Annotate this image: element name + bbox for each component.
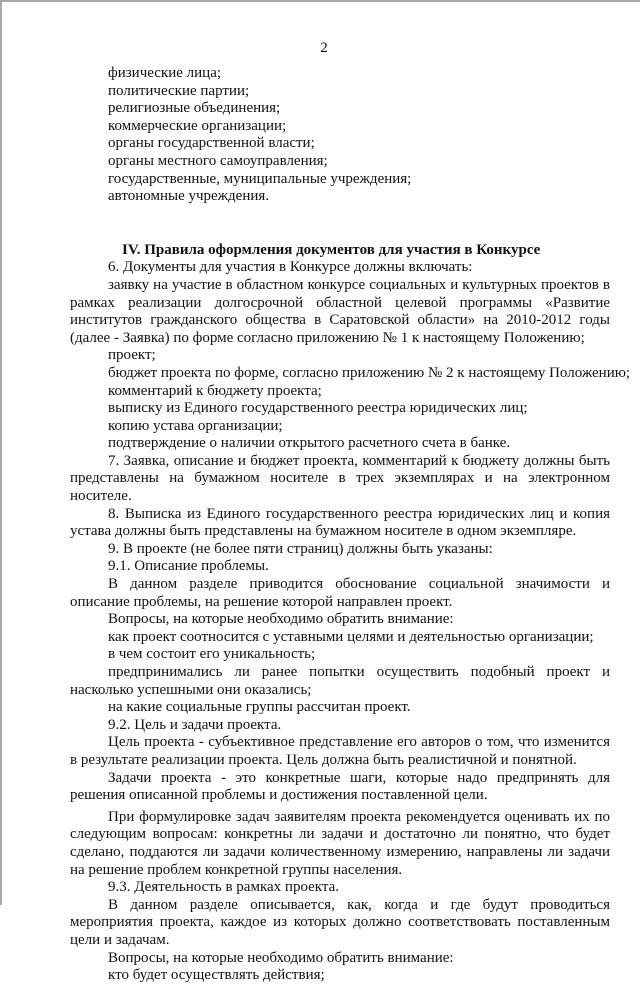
subsection-9-2-recommend: При формулировке задач заявителям проекта рекомендуется оценивать их по следующим вопросам: конкретны ли задачи и достаточно ли понятно, что будет сделано, поддаются ли задачи количественному измерению, направлены ли задачи на решение проблем конкретной группы населения.	[70, 808, 610, 878]
paragraph-7: 7. Заявка, описание и бюджет проекта, комментарий к бюджету должны быть представлены на бумажном носителе в трех экземплярах и на электронном носителе.	[70, 452, 610, 505]
paragraph-6-application: заявку на участие в областном конкурсе социальных и культурных проектов в рамках реализации долгосрочной областной целевой программы «Развитие институтов гражданского общества в Саратовской области» на 2010-2012 годы (далее - Заявка) по форме согласно приложению № 1 к настоящему Положению;	[70, 276, 610, 346]
subsection-9-1-title: 9.1. Описание проблемы.	[108, 558, 269, 575]
document-item: копию устава организации;	[108, 417, 283, 434]
paragraph-6: 6. Документы для участия в Конкурсе должны включать:	[108, 259, 473, 276]
subsection-9-3-text: В данном разделе описывается, как, когда и где будут проводиться мероприятия проекта, каждое из которых должно соответствовать поставленным цели и задачам.	[70, 896, 610, 948]
question-item: предпринимались ли ранее попытки осуществить подобный проект и насколько успешными они оказались;	[70, 664, 610, 698]
section-heading: IV. Правила оформления документов для участия в Конкурсе	[122, 241, 541, 258]
questions-label: Вопросы, на которые необходимо обратить внимание:	[108, 611, 454, 628]
list-item: коммерческие организации;	[108, 117, 287, 134]
paragraph-9: 9. В проекте (не более пяти страниц) должны быть указаны:	[108, 540, 493, 557]
document-body	[70, 65, 631, 985]
question-item: кто будет осуществлять действия;	[108, 967, 325, 984]
subsection-9-2-tasks: Задачи проекта - это конкретные шаги, которые надо предпринять для решения описанной проблемы и достижения поставленной цели.	[70, 769, 610, 804]
subsection-9-1-text: В данном разделе приводится обоснование социальной значимости и описание проблемы, на решение которой направлен проект.	[70, 576, 610, 610]
participant-list	[70, 65, 610, 206]
list-item: государственные, муниципальные учреждения;	[108, 170, 412, 187]
list-item: физические лица;	[108, 65, 222, 81]
document-item: комментарий к бюджету проекта;	[108, 382, 322, 399]
list-item: политические партии;	[108, 82, 250, 99]
question-item: на какие социальные группы рассчитан проект.	[108, 699, 411, 716]
paragraph-8: 8. Выписка из Единого государственного реестра юридических лиц и копия устава должны быть представлены на бумажном носителе в одном экземпляре.	[70, 505, 610, 540]
document-item: проект;	[108, 347, 156, 364]
spacer	[70, 206, 610, 242]
document-item: подтверждение о наличии открытого расчетного счета в банке.	[108, 435, 511, 452]
subsection-9-3-title: 9.3. Деятельность в рамках проекта.	[108, 879, 340, 896]
list-item: органы государственной власти;	[108, 135, 315, 152]
list-item: автономные учреждения.	[108, 188, 270, 205]
list-item: религиозные объединения;	[108, 100, 281, 117]
subsection-9-2-goal: Цель проекта - субъективное представление его авторов о том, что изменится в результате реализации проекта. Цель должна быть реалистичной и понятной.	[70, 734, 610, 768]
document-item: выписку из Единого государственного реестра юридических лиц;	[108, 400, 528, 417]
questions-label: Вопросы, на которые необходимо обратить внимание:	[108, 949, 454, 966]
question-item: в чем состоит его уникальность;	[108, 646, 316, 663]
page-number: 2	[320, 40, 328, 56]
question-item: как проект соотносится с уставными целями и деятельностью организации;	[108, 628, 594, 645]
document-item: бюджет проекта по форме, согласно приложению № 2 к настоящему Положению;	[108, 364, 631, 381]
list-item: органы местного самоуправления;	[108, 152, 328, 169]
subsection-9-2-title: 9.2. Цель и задачи проекта.	[108, 716, 282, 733]
